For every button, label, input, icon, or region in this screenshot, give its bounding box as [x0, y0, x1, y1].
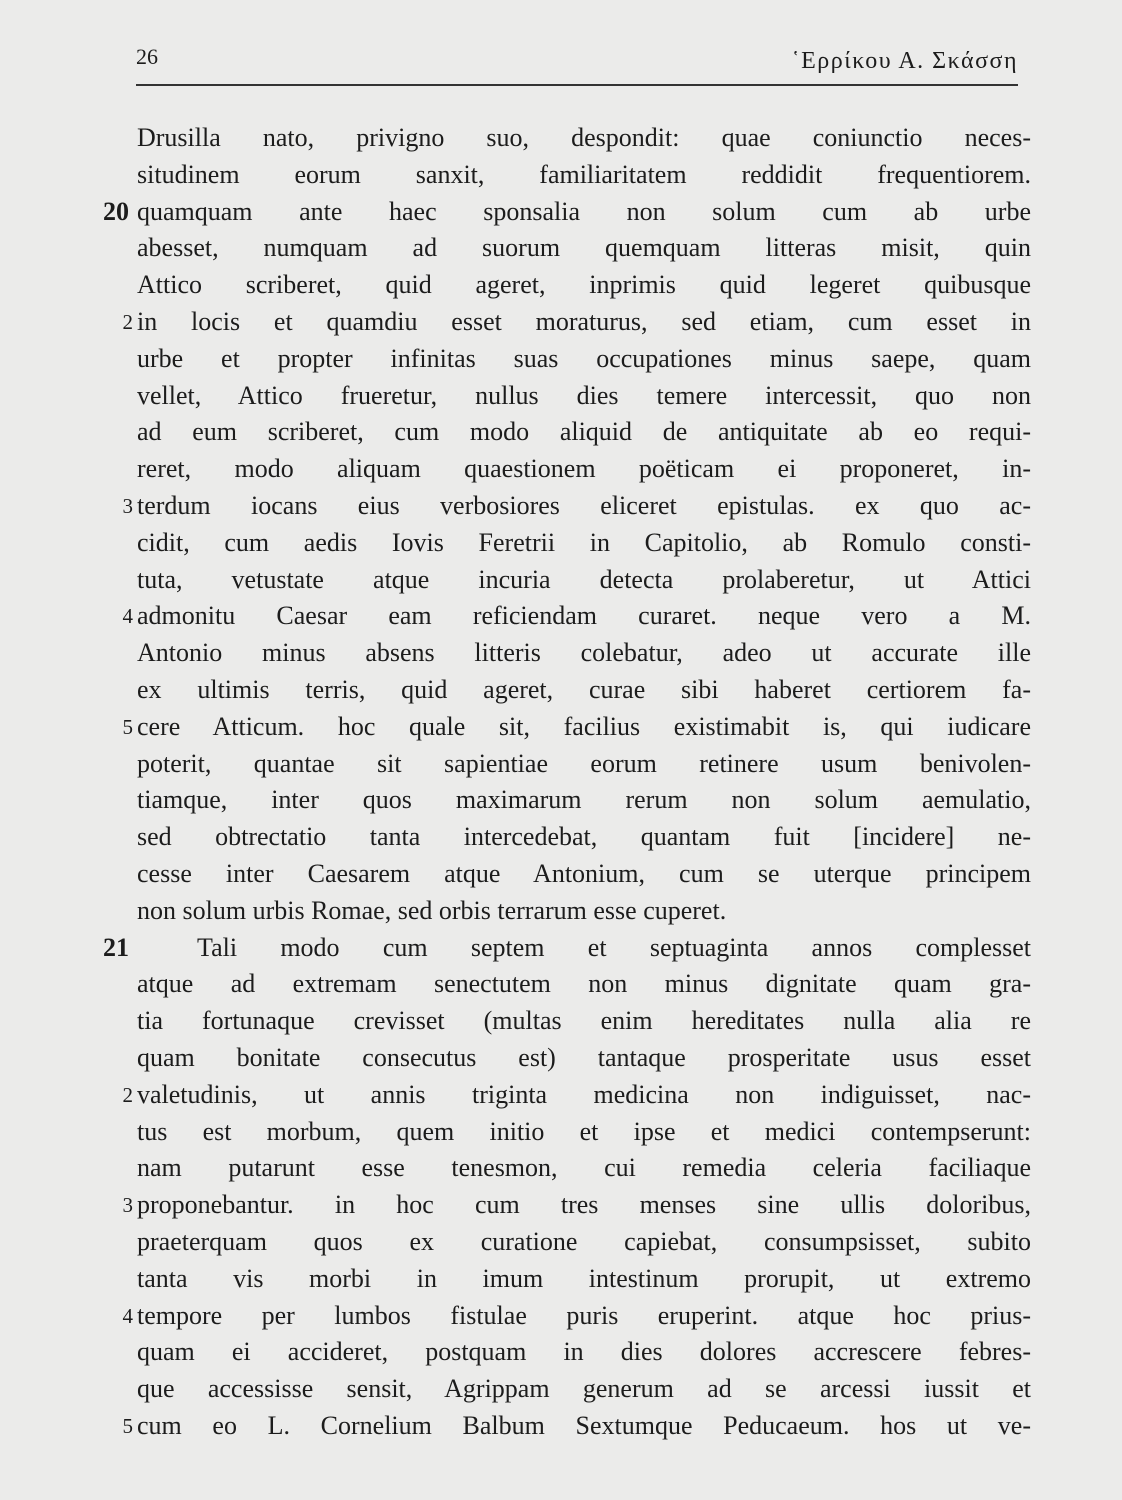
line-text: Antonio minus absens litteris colebatur, adeo ut accurate ille — [137, 638, 1031, 668]
text-line — [122, 1298, 1031, 1335]
margin-number: 21 — [103, 932, 129, 962]
line-text: quam bonitate consecutus est) tantaque prosperitate usus esset — [137, 1042, 1031, 1072]
line-text: abesset, numquam ad suorum quemquam litteras misit, quin — [137, 233, 1031, 263]
line-text: situdinem eorum sanxit, familiaritatem reddidit frequentiorem. — [137, 159, 1031, 189]
text-line — [137, 966, 1031, 1003]
line-text: valetudinis, ut annis triginta medicina non indiguisset, nac- — [137, 1079, 1031, 1109]
text-line — [137, 341, 1031, 378]
text-line — [122, 488, 1031, 525]
text-line — [137, 267, 1031, 304]
margin-number: 5 — [122, 714, 133, 739]
text-line — [137, 414, 1031, 451]
line-text: in locis et quamdiu esset moraturus, sed etiam, cum esset in — [137, 306, 1031, 336]
text-line — [137, 378, 1031, 415]
text-line — [103, 194, 1031, 231]
line-text: tanta vis morbi in imum intestinum prorupit, ut extremo — [137, 1263, 1031, 1293]
text-line — [137, 562, 1031, 599]
text-line — [137, 746, 1031, 783]
text-line — [137, 1114, 1031, 1151]
line-text: cum eo L. Cornelium Balbum Sextumque Peducaeum. hos ut ve- — [137, 1410, 1031, 1440]
margin-number: 2 — [122, 1082, 133, 1107]
line-text: proponebantur. in hoc cum tres menses sine ullis doloribus, — [137, 1190, 1031, 1220]
text-line — [137, 635, 1031, 672]
text-line — [137, 1003, 1031, 1040]
line-text: ad eum scriberet, cum modo aliquid de antiquitate ab eo requi- — [137, 417, 1031, 447]
line-text: tuta, vetustate atque incuria detecta prolaberetur, ut Attici — [137, 564, 1031, 594]
text-line — [137, 1224, 1031, 1261]
page-header — [136, 36, 1018, 86]
line-text: sed obtrectatio tanta intercedebat, quantam fuit [incidere] ne- — [137, 822, 1031, 852]
line-text: reret, modo aliquam quaestionem poëticam ei proponeret, in- — [137, 454, 1031, 484]
text-line — [137, 157, 1031, 194]
text-line — [137, 672, 1031, 709]
line-text: tus est morbum, quem initio et ipse et medici contempserunt: — [137, 1116, 1031, 1146]
text-line — [122, 598, 1031, 635]
margin-number: 4 — [122, 1303, 133, 1328]
line-text: terdum iocans eius verbosiores eliceret epistulas. ex quo ac- — [137, 490, 1031, 520]
text-line — [137, 230, 1031, 267]
margin-number: 2 — [122, 309, 133, 334]
margin-number: 5 — [122, 1413, 133, 1438]
line-text: admonitu Caesar eam reficiendam curaret. neque vero a M. — [137, 601, 1031, 631]
text-line — [122, 1077, 1031, 1114]
text-line — [122, 709, 1031, 746]
line-text: quam ei accideret, postquam in dies dolores accrescere febres- — [137, 1337, 1031, 1367]
line-text: poterit, quantae sit sapientiae eorum retinere usum benivolen- — [137, 748, 1031, 778]
line-text: tia fortunaque crevisset (multas enim hereditates nulla alia re — [137, 1006, 1031, 1036]
line-text: ex ultimis terris, quid ageret, curae sibi haberet certiorem fa- — [137, 674, 1031, 704]
text-line — [137, 1334, 1031, 1371]
line-text: Attico scriberet, quid ageret, inprimis quid legeret quibusque — [137, 270, 1031, 300]
text-line — [137, 120, 1031, 157]
text-line — [137, 1261, 1031, 1298]
line-text: tempore per lumbos fistulae puris eruperint. atque hoc prius- — [137, 1300, 1031, 1330]
line-text: cesse inter Caesarem atque Antonium, cum se uterque principem — [137, 858, 1031, 888]
text-line — [122, 1187, 1031, 1224]
line-text: quamquam ante haec sponsalia non solum cum ab urbe — [137, 196, 1031, 226]
line-text: non solum urbis Romae, sed orbis terrarum esse cuperet. — [137, 895, 727, 925]
page-number: 26 — [136, 44, 158, 69]
line-text: nam putarunt esse tenesmon, cui remedia celeria faciliaque — [137, 1153, 1031, 1183]
text-line — [122, 304, 1031, 341]
line-text: cidit, cum aedis Iovis Feretrii in Capitolio, ab Romulo consti- — [137, 527, 1031, 557]
text-line — [103, 930, 1031, 967]
line-text: que accessisse sensit, Agrippam generum ad se arcessi iussit et — [137, 1374, 1031, 1404]
text-line — [137, 1150, 1031, 1187]
line-text: tiamque, inter quos maximarum rerum non solum aemulatio, — [137, 785, 1031, 815]
line-text: urbe et propter infinitas suas occupationes minus saepe, quam — [137, 343, 1031, 373]
text-line — [137, 893, 1031, 930]
body-text — [103, 120, 1031, 1445]
line-text: Tali modo cum septem et septuaginta annos complesset — [197, 932, 1031, 962]
line-text: vellet, Attico frueretur, nullus dies temere intercessit, quo non — [137, 380, 1031, 410]
text-line — [137, 819, 1031, 856]
text-line — [137, 451, 1031, 488]
header-rule — [136, 84, 1018, 86]
text-line — [137, 1040, 1031, 1077]
line-text: praeterquam quos ex curatione capiebat, consumpsisset, subito — [137, 1226, 1031, 1256]
text-line — [137, 782, 1031, 819]
text-line — [122, 1408, 1031, 1445]
line-text: cere Atticum. hoc quale sit, facilius existimabit is, qui iudicare — [137, 711, 1031, 741]
margin-number: 20 — [103, 196, 129, 226]
running-head: ῾Ερρίκου Α. Σκάσση — [791, 48, 1018, 74]
text-line — [137, 856, 1031, 893]
text-line — [137, 1371, 1031, 1408]
text-line — [137, 525, 1031, 562]
margin-number: 3 — [122, 493, 133, 518]
margin-number: 3 — [122, 1193, 133, 1218]
line-text: Drusilla nato, privigno suo, despondit: quae coniunctio neces- — [137, 123, 1031, 152]
line-text: atque ad extremam senectutem non minus dignitate quam gra- — [137, 969, 1031, 999]
margin-number: 4 — [122, 604, 133, 629]
